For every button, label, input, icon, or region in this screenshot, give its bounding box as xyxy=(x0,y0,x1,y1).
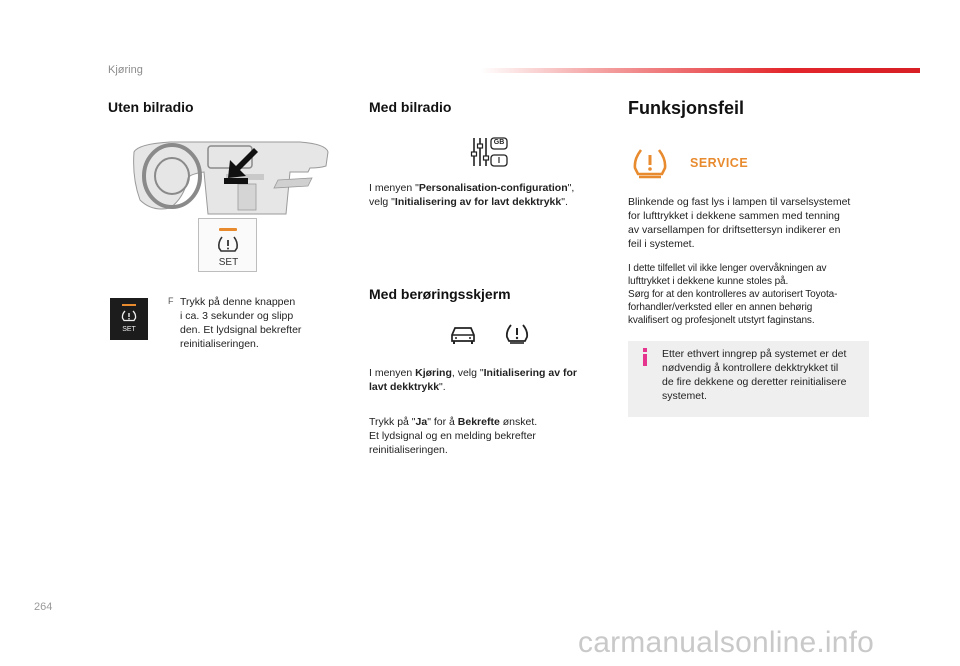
i-icon-label: I xyxy=(497,156,501,165)
med-bilradio-text: I menyen "Personalisation-configuration", velg "Initialisering av for lavt dekktrykk". xyxy=(369,182,575,208)
set-button-illustration xyxy=(198,218,257,272)
section-title: Kjøring xyxy=(108,64,143,76)
car-icon xyxy=(449,325,477,345)
heading-funksjonsfeil: Funksjonsfeil xyxy=(628,98,745,118)
tire-pressure-warning-icon xyxy=(217,236,239,254)
tire-pressure-icon xyxy=(505,323,529,345)
service-warning-label: SERVICE xyxy=(690,156,749,170)
info-note-text: Etter ethvert inngrep på systemet er det nødvendig å kontrollere dekktrykket til de fire dekkene og deretter reinitialisere systemet. xyxy=(662,348,847,402)
heading-med-beroringsskjerm: Med berøringsskjerm xyxy=(369,286,511,302)
uten-bilradio-instruction xyxy=(180,295,301,351)
bullet-marker: F xyxy=(168,296,174,306)
set-button-small-icon xyxy=(110,298,148,340)
gb-icon-label: GB xyxy=(493,139,505,146)
set-label-small: SET xyxy=(122,326,136,333)
page-number: 264 xyxy=(34,601,53,613)
instruction-line: Trykk på denne knappen xyxy=(180,296,296,308)
funksjonsfeil-para-1: Blinkende og fast lys i lampen til varselsystemet for lufttrykket i dekkene sammen med tenning av varsellampen for driftsettersyn indikerer en feil i systemet. xyxy=(628,196,851,250)
beroringsskjerm-text-1: I menyen Kjøring, velg "Initialisering av for lavt dekktrykk". xyxy=(369,367,577,393)
header-accent-bar xyxy=(480,68,920,73)
instruction-line: den. Et lydsignal bekrefter xyxy=(180,324,302,336)
heading-med-bilradio: Med bilradio xyxy=(369,99,452,115)
dashboard-illustration xyxy=(130,138,330,216)
orange-led-indicator xyxy=(219,228,237,231)
funksjonsfeil-para-2: I dette tilfellet vil ikke lenger overvåkningen av lufttrykket i dekkene kunne stoles på. Sørg for at den kontrolleres av autorisert Toyota- forhandler/verksted eller en annen behørig kvalifisert og profesjonelt utstyrt faginstans. xyxy=(628,263,838,326)
orange-led-small xyxy=(122,304,136,306)
tire-pressure-warning-icon-small xyxy=(121,310,137,323)
watermark: carmanualsonline.info xyxy=(578,626,875,659)
set-label: SET xyxy=(218,257,239,268)
tire-pressure-warning-lamp-icon xyxy=(632,148,668,180)
info-icon xyxy=(640,348,650,366)
instruction-line: i ca. 3 sekunder og slipp xyxy=(180,310,294,322)
instruction-line: reinitialiseringen. xyxy=(180,338,259,350)
heading-uten-bilradio: Uten bilradio xyxy=(108,99,194,115)
beroringsskjerm-text-2: Trykk på "Ja" for å Bekrefte ønsket. Et lydsignal og en melding bekrefter reinitialiseringen. xyxy=(369,416,538,456)
